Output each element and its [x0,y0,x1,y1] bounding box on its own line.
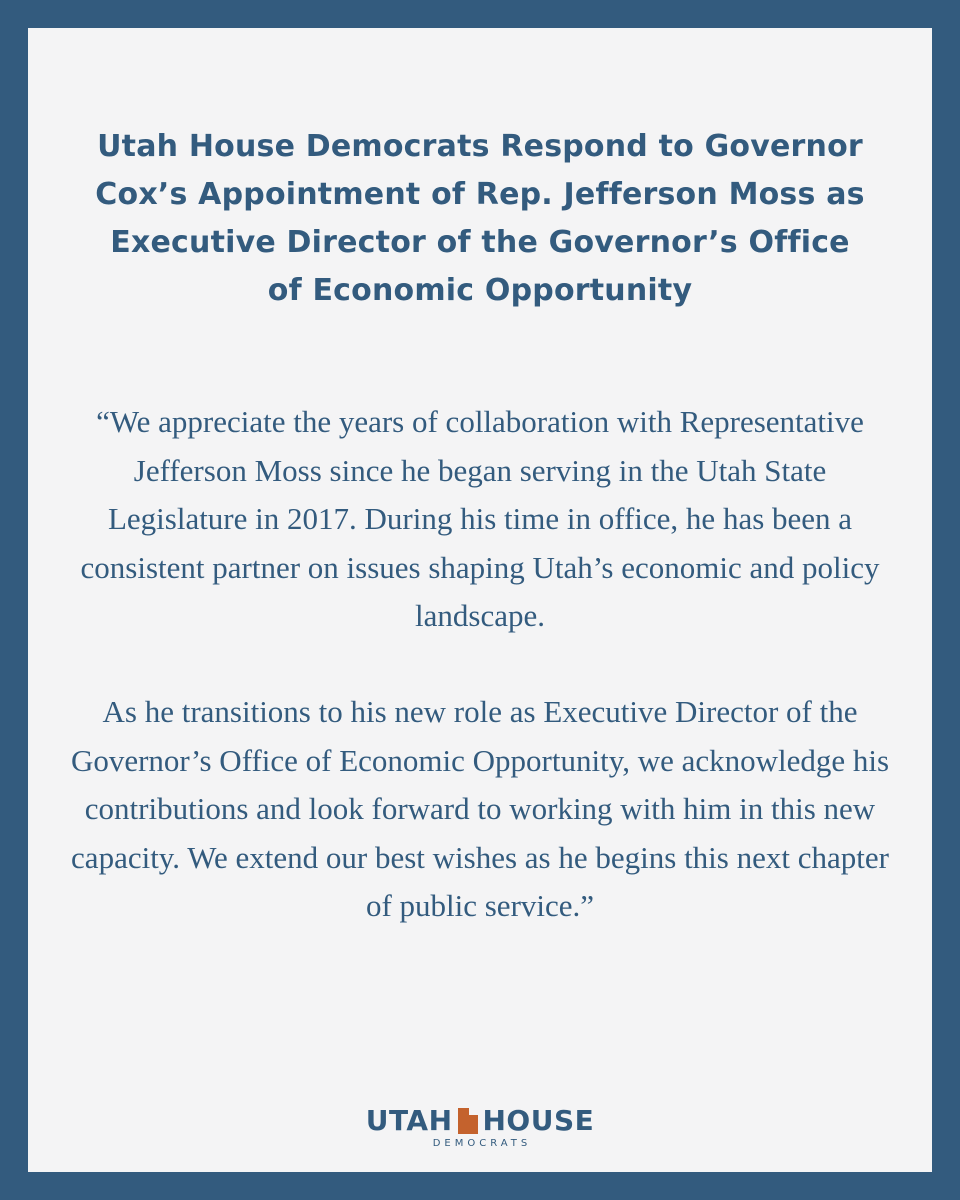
logo-wordmark [366,1106,595,1136]
quote-paragraph-2: As he transitions to his new role as Executive Director of the Governor’s Office of Economic Opportunity, we acknowledge his contributions and look forward to working with him in this new capacity. We extend our best wishes as he begins this next chapter of public service.” [70,694,890,923]
press-release-card [28,28,932,1172]
logo-subtitle: DEMOCRATS [432,1138,532,1149]
utah-house-democrats-logo [28,1106,932,1149]
quote-paragraph-1: “We appreciate the years of collaboration with Representative Jefferson Moss since he began serving in the Utah State Legislature in 2017. During his time in office, he has been a consistent partner on issues shaping Utah’s economic and policy landscape. [80,404,880,633]
headline: Utah House Democrats Respond to Governor Cox’s Appointment of Rep. Jefferson Moss as Executive Director of the Governor’s Office of Economic Opportunity [95,129,865,308]
logo-word-utah: UTAH [365,1104,453,1137]
logo-word-house: HOUSE [482,1104,595,1137]
utah-state-icon [457,1108,479,1134]
